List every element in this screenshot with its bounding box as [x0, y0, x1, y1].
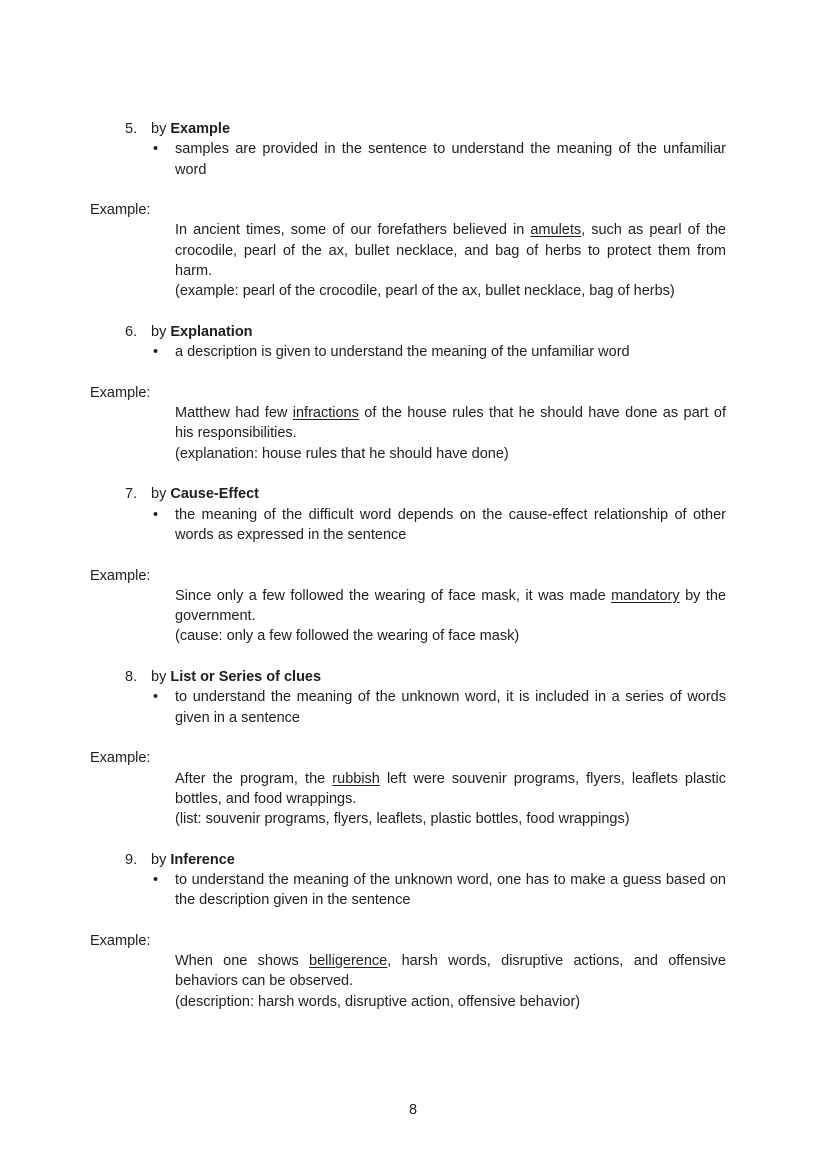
- sentence-post: , such as pearl of the crocodile, pearl of the ax, bullet necklace, and bag of herbs to protect them from harm.: [175, 222, 726, 280]
- page-number: 8: [408, 1102, 418, 1118]
- sentence-post: left were souvenir programs, flyers, leaflets plastic bottles, and food wrappings.: [175, 770, 727, 807]
- document-body: [90, 119, 726, 1012]
- example-sentence: [175, 769, 726, 810]
- example-body: [175, 586, 726, 647]
- section-heading: [90, 322, 726, 342]
- section-number: 5.: [125, 121, 138, 137]
- example-note: (explanation: house rules that he should have done): [175, 445, 509, 462]
- context-clue-section-list-series: [90, 667, 726, 829]
- example-note: (list: souvenir programs, flyers, leaflets, plastic bottles, food wrappings): [175, 811, 630, 828]
- section-number: 7.: [125, 486, 138, 503]
- section-heading: [90, 667, 726, 687]
- bullet-item: [90, 687, 726, 728]
- by-label: by: [151, 669, 167, 686]
- bullet-item: [90, 342, 726, 362]
- sentence-pre: Matthew had few: [175, 405, 293, 422]
- context-clue-section-cause-effect: [90, 484, 726, 646]
- section-number: 6.: [125, 323, 138, 340]
- example-note: (cause: only a few followed the wearing of face mask): [175, 628, 520, 645]
- sentence-pre: Since only a few followed the wearing of face mask, it was made: [175, 587, 612, 604]
- context-clue-section-example: [90, 119, 726, 302]
- sentence-pre: After the program, the: [175, 770, 333, 787]
- bullet-item: [90, 505, 726, 546]
- section-number: 9.: [125, 851, 138, 868]
- bullet-icon: •: [153, 871, 159, 888]
- section-number: 8.: [125, 669, 138, 686]
- example-label: Example:: [90, 202, 151, 219]
- underlined-word: infractions: [292, 405, 359, 422]
- example-sentence: [175, 951, 726, 992]
- sentence-post: , harsh words, disruptive actions, and offensive behaviors can be observed.: [175, 953, 726, 990]
- underlined-word: belligerence: [309, 953, 388, 970]
- section-heading: [90, 850, 726, 870]
- section-heading: [90, 484, 726, 504]
- bullet-icon: •: [153, 141, 159, 158]
- example-note: (description: harsh words, disruptive action, offensive behavior): [175, 993, 581, 1010]
- example-sentence: [175, 403, 726, 444]
- bullet-item: [90, 139, 726, 180]
- method-name: Inference: [170, 851, 235, 868]
- method-name: Explanation: [170, 323, 253, 340]
- example-body: [175, 951, 726, 1012]
- method-name: Cause-Effect: [170, 486, 259, 503]
- underlined-word: rubbish: [332, 770, 380, 787]
- sentence-pre: In ancient times, some of our forefathers believed in: [175, 222, 531, 239]
- by-label: by: [151, 486, 167, 503]
- by-label: by: [151, 851, 167, 868]
- bullet-description: to understand the meaning of the unknown word, it is included in a series of words given in a sentence: [175, 689, 726, 726]
- underlined-word: amulets: [530, 222, 582, 239]
- example-body: [175, 769, 726, 830]
- sentence-post: of the house rules that he should have done as part of his responsibilities.: [175, 405, 726, 442]
- by-label: by: [151, 121, 167, 137]
- example-body: [175, 220, 726, 301]
- example-sentence: [175, 586, 726, 627]
- bullet-description: samples are provided in the sentence to understand the meaning of the unfamiliar word: [175, 141, 726, 178]
- example-label: Example:: [90, 567, 151, 584]
- example-note: (example: pearl of the crocodile, pearl of the ax, bullet necklace, bag of herbs): [175, 283, 675, 300]
- example-sentence: [175, 220, 726, 281]
- underlined-word: mandatory: [611, 587, 680, 604]
- bullet-icon: •: [153, 506, 159, 523]
- example-label: Example:: [90, 384, 151, 401]
- example-label: Example:: [90, 932, 151, 949]
- sentence-pre: When one shows: [175, 953, 310, 970]
- context-clue-section-explanation: [90, 322, 726, 464]
- bullet-description: to understand the meaning of the unknown word, one has to make a guess based on the description given in the sentence: [175, 871, 726, 909]
- context-clue-section-inference: [90, 850, 726, 1012]
- example-body: [175, 403, 726, 464]
- example-label: Example:: [90, 750, 151, 767]
- bullet-description: the meaning of the difficult word depends on the cause-effect relationship of other words as expressed in the sentence: [175, 506, 726, 543]
- bullet-icon: •: [153, 689, 159, 706]
- section-heading: [90, 119, 726, 139]
- bullet-item: [90, 870, 726, 911]
- by-label: by: [151, 323, 167, 340]
- bullet-description: a description is given to understand the meaning of the unfamiliar word: [175, 344, 630, 361]
- sentence-post: by the government.: [175, 587, 727, 625]
- bullet-icon: •: [153, 344, 159, 361]
- method-name: Example: [170, 121, 231, 137]
- method-name: List or Series of clues: [170, 669, 322, 686]
